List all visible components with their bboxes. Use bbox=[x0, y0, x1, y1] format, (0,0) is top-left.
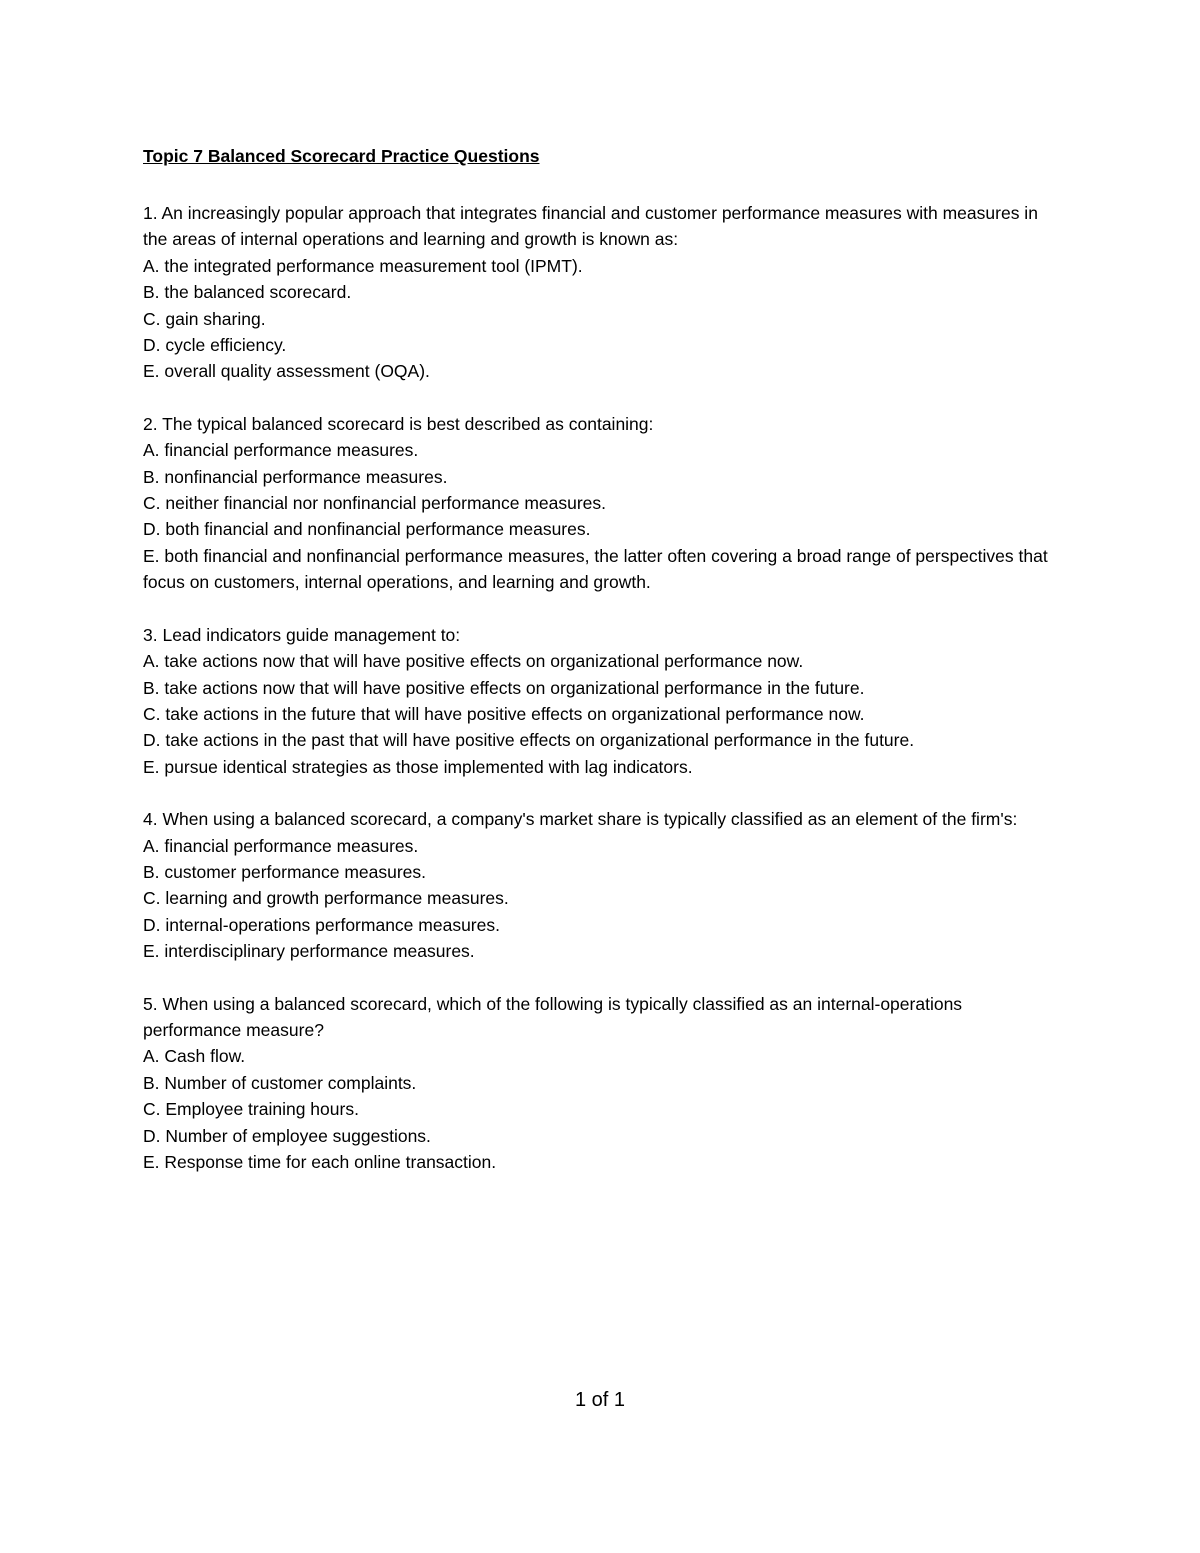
answer-option: E. pursue identical strategies as those implemented with lag indicators. bbox=[143, 756, 693, 777]
answer-option: D. cycle efficiency. bbox=[143, 335, 287, 356]
answer-option: E. Response time for each online transaction. bbox=[143, 1152, 497, 1172]
answer-option: C. learning and growth performance measures. bbox=[143, 888, 509, 909]
answer-option: C. Employee training hours. bbox=[143, 1099, 359, 1120]
answer-option: B. the balanced scorecard. bbox=[143, 282, 352, 303]
document-title: Topic 7 Balanced Scorecard Practice Questions bbox=[143, 146, 540, 166]
answer-option: D. Number of employee suggestions. bbox=[143, 1125, 431, 1146]
answer-option: C. take actions in the future that will have positive effects on organizational performance now. bbox=[143, 703, 865, 724]
answer-option: A. the integrated performance measurement tool (IPMT). bbox=[143, 255, 583, 276]
answer-option: E. both financial and nonfinancial performance measures, the latter often covering a broad range of perspectives that focus on customers, internal operations, and learning and growth. bbox=[143, 545, 1048, 593]
question-stem: 2. The typical balanced scorecard is best described as containing: bbox=[143, 413, 654, 434]
question-1 bbox=[143, 200, 1063, 385]
question-2 bbox=[143, 411, 1063, 596]
question-stem: 4. When using a balanced scorecard, a company's market share is typically classified as an element of the firm's: bbox=[143, 809, 1018, 830]
page-number: 1 of 1 bbox=[574, 1389, 626, 1411]
answer-option: B. take actions now that will have positive effects on organizational performance in the future. bbox=[143, 677, 865, 698]
answer-option: D. take actions in the past that will have positive effects on organizational performance in the future. bbox=[143, 730, 915, 751]
answer-option: E. overall quality assessment (OQA). bbox=[143, 361, 430, 382]
document-content bbox=[143, 143, 1063, 1201]
answer-option: D. internal-operations performance measures. bbox=[143, 914, 500, 935]
answer-option: A. financial performance measures. bbox=[143, 835, 419, 856]
answer-option: A. take actions now that will have positive effects on organizational performance now. bbox=[143, 651, 804, 672]
question-5 bbox=[143, 991, 1063, 1176]
answer-option: B. nonfinancial performance measures. bbox=[143, 466, 448, 487]
answer-option: E. interdisciplinary performance measures. bbox=[143, 941, 475, 962]
question-stem: 1. An increasingly popular approach that integrates financial and customer performance measures with measures in the areas of internal operations and learning and growth is known as: bbox=[143, 203, 1038, 250]
answer-option: C. neither financial nor nonfinancial performance measures. bbox=[143, 493, 607, 514]
answer-option: A. financial performance measures. bbox=[143, 440, 419, 461]
answer-option: A. Cash flow. bbox=[143, 1046, 246, 1067]
answer-option: D. both financial and nonfinancial performance measures. bbox=[143, 519, 591, 540]
question-4 bbox=[143, 806, 1063, 964]
answer-option: B. Number of customer complaints. bbox=[143, 1072, 417, 1093]
answer-option: C. gain sharing. bbox=[143, 308, 266, 329]
answer-option: B. customer performance measures. bbox=[143, 861, 427, 882]
question-stem: 3. Lead indicators guide management to: bbox=[143, 624, 461, 645]
question-3 bbox=[143, 622, 1063, 780]
question-stem: 5. When using a balanced scorecard, which of the following is typically classified as an internal-operations performance measure? bbox=[143, 993, 963, 1040]
